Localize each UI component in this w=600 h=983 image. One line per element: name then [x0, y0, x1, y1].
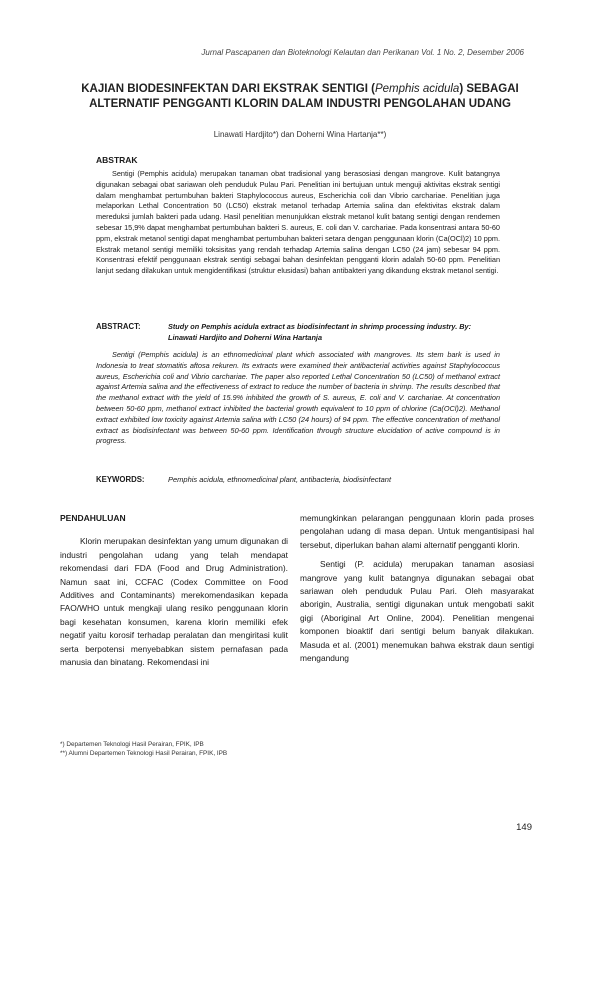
intro-paragraph-1: Klorin merupakan desinfektan yang umum digunakan di industri pengolahan udang yang telah mendapat rekomendasi dari FDA (Food and Drug Administration). Namun saat ini, CCFAC (Codex Committee on Food Additives and Contaminants) merekomendasikan kepada FAO/WHO untuk mengkaji ulang resiko penggunaan klorin bagi kesehatan konsumen, karena klorin memiliki efek negatif yaitu korosif terhadap peralatan dan mengiritasi kulit serta berpotensi menyebabkan sistem pernafasan pada manusia dan binatang. Rekomendasi ini: [60, 536, 288, 668]
abstrak-heading: ABSTRAK: [96, 155, 138, 165]
intro-paragraph-2: memungkinkan pelarangan penggunaan klorin pada proses pengolahan udang di masa depan. Untuk mengantisipasi hal tersebut, diperlukan bahan alami alternatif pengganti klorin.: [300, 513, 534, 550]
left-column: [60, 512, 288, 669]
abstract-label: ABSTRACT:: [96, 322, 141, 331]
abstract-title: Study on Pemphis acidula extract as biodisinfectant in shrimp processing industry. By: Linawati Hardjito and Doherni Wina Hartanja: [168, 322, 472, 342]
page-number: 149: [516, 822, 532, 833]
article-title: [60, 82, 540, 112]
authors: Linawati Hardjito*) dan Doherni Wina Hartanja**): [213, 130, 387, 139]
title-part-2: ) SEBAGAI ALTERNATIF PENGGANTI KLORIN DALAM INDUSTRI PENGOLAHAN UDANG: [89, 83, 519, 110]
abstrak-body: Sentigi (Pemphis acidula) merupakan tanaman obat tradisional yang berasosiasi dengan mangrove. Kulit batangnya digunakan sebagai obat sariawan oleh penduduk Pulau Pari. Penelitian ini bertujuan untuk menguji aktivitas ekstrak sentigi dalam menghambat pertumbuhan bakteri Staphylococcus aureus, Escherichia coli dan Vibrio carchariae. Penelitian juga melaporkan Lethal Concentration 50 (LC50) ekstrak metanol terhadap Artemia salina dan efektivitas ekstrak dalam mereduksi jumlah bakteri pada udang. Hasil penelitian menunjukkan ekstrak metanol kulit batang sentigi dengan rendemen sebesar 15,9% dapat menghambat pertumbuhan bakteri S. aureus, E. coli dan V. carchariae. Pada konsentrasi antara 50-60 ppm, ekstrak metanol sentigi dapat menghambat pertumbuhan bakteri setara dengan penggunaan klorin (Ca(OCl)2) 10 ppm. Ekstrak metanol sentigi memiliki toksisitas yang rendah terhadap Artemia salina dengan LC50 (24 jam) sebesar 94 ppm. Konsentrasi efektif penggunaan ekstrak sentigi sebagai bahan desinfektan pengganti klorin adalah 50-60 ppm. Penelitian lanjut sedang dilakukan untuk mengidentifikasi (struktur elusidasi) bahan antibakteri yang dikandung ekstrak metanol sentigi.: [96, 169, 500, 276]
title-part-1: KAJIAN BIODESINFEKTAN DARI EKSTRAK SENTIGI (: [81, 83, 375, 95]
keywords-text: Pemphis acidula, ethnomedicinal plant, antibacteria, biodisinfectant: [168, 475, 392, 484]
abstract-body: Sentigi (Pemphis acidula) is an ethnomedicinal plant which associated with mangroves. Its stem bark is used in Indonesia to treat stomatitis aftosa rekuren. Its extracts were examined their antibacterial activities against Staphylococcus aureus, Escherichia coli and Vibrio carchariae. The paper also reported Lethal Concentration 50 (LC50) of methanol extract against Artemia salina and the effectiveness of extract to reduce the number of bacteria in shrimp. The results described that the methanol extract with the yield of 15.9% inhibited the growth of S. aureus, E. coli and V. carchariae. At concentration between 50-60 ppm, methanol extract inhibited the bacterial growth equivalent to 10 ppm of chlorine (Ca(OCl)2). Methanol extract exhibited low toxicity against Artemia salina with LC50 (24 hours) of 94 ppm. The effective concentration of methanol extract as biodisinfectant was between 50-60 ppm. Identification through structure elucidation of active compound is in progress.: [96, 350, 500, 446]
journal-header: Jurnal Pascapanen dan Bioteknologi Kelautan dan Perikanan Vol. 1 No. 2, Desember 2006: [201, 48, 524, 57]
right-column: [300, 512, 534, 665]
intro-paragraph-3: Sentigi (P. acidula) merupakan tanaman asosiasi mangrove yang kulit batangnya digunakan sebagai obat sariawan oleh penduduk Pulau Pari. Oleh masyarakat aborigin, Australia, sentigi digunakan untuk mengobati sakit gigi (Aboriginal Art Online, 2004). Penelitian mengenai komponen bioaktif dari sentigi belum banyak dilakukan. Masuda et al. (2001) menemukan bahwa ekstrak daun sentigi mengandung: [300, 559, 534, 664]
title-species: Pemphis acidula: [374, 83, 460, 95]
footnote-2: **) Alumni Departemen Teknologi Hasil Perairan, FPIK, IPB: [60, 750, 228, 757]
intro-heading: PENDAHULUAN: [60, 513, 126, 523]
footnote-1: *) Departemen Teknologi Hasil Perairan, FPIK, IPB: [60, 741, 204, 748]
keywords-label: KEYWORDS:: [96, 475, 145, 484]
footnotes: [60, 740, 227, 758]
